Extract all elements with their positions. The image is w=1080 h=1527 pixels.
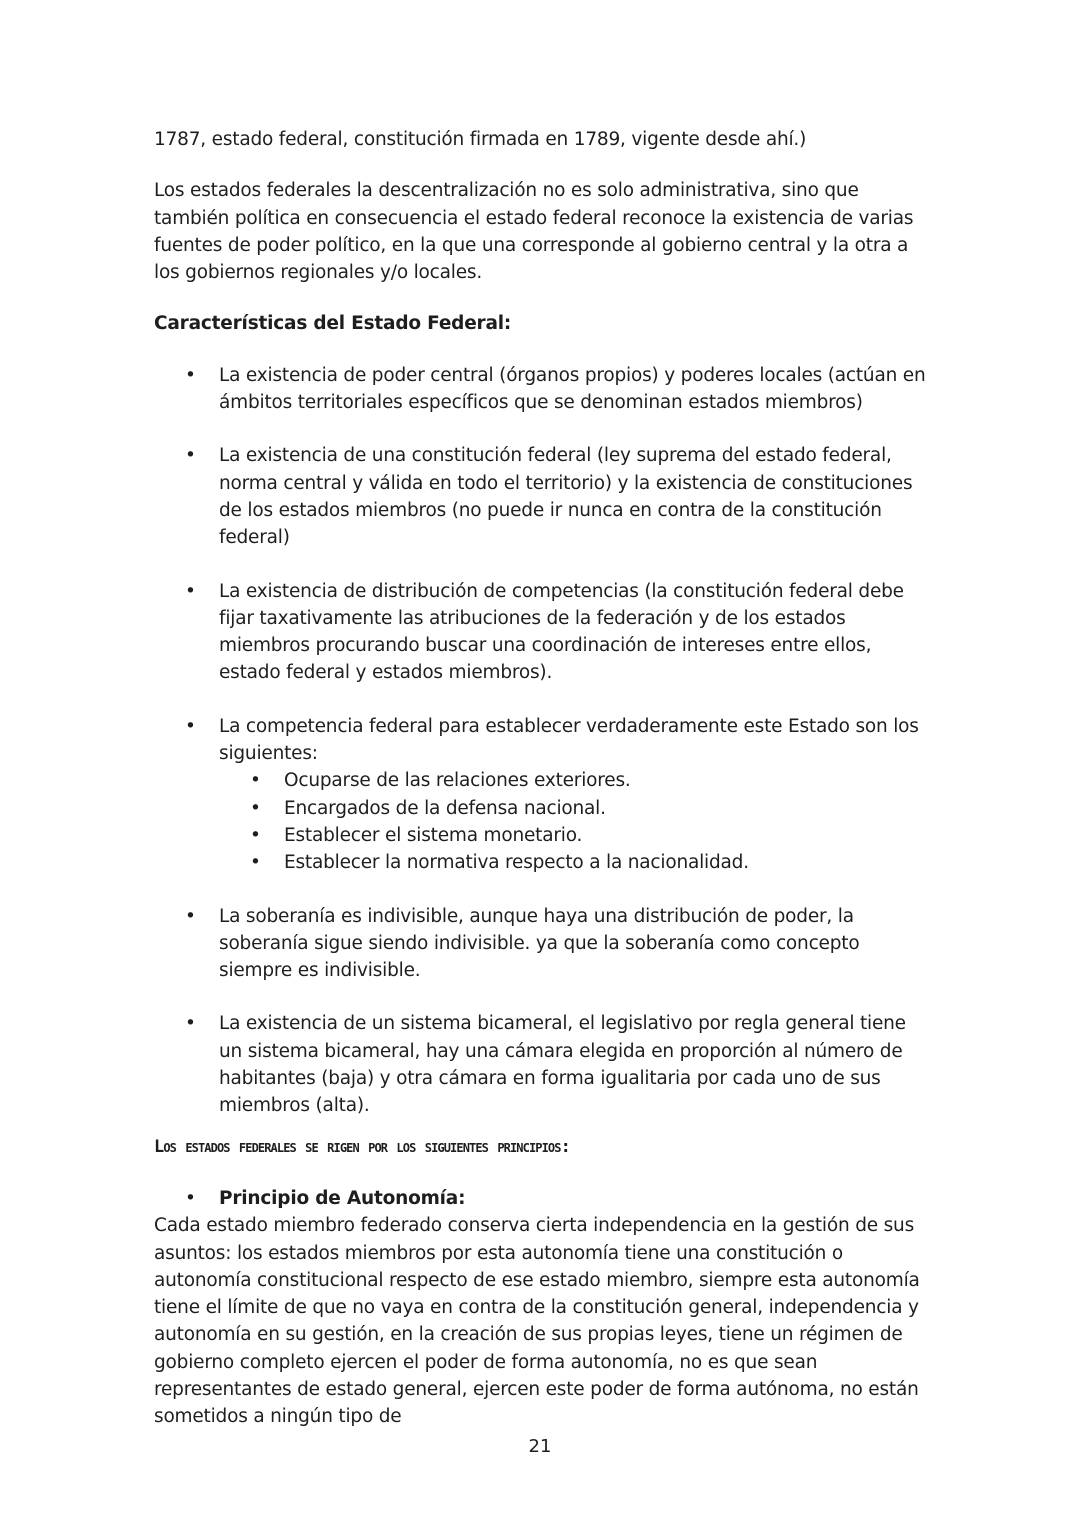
bullet-icon: • (250, 852, 261, 874)
list-item (154, 362, 929, 417)
bullet-icon: • (250, 770, 261, 792)
principle-autonomia-title-row (154, 1185, 929, 1212)
principle-autonomia-text: Cada estado miembro federado conserva cierta independencia en la gestión de sus asuntos: los estados miembros por esta autonomía tiene una constitución o autonomía constitucional respecto de ese estado miembro, siempre esta autonomía tiene el límite de que no vaya en contra de la constitución general, independencia y autonomía en su gestión, en la creación de sus propias leyes, tiene un régimen de gobierno completo ejercen el poder de forma autonomía, no es que sean representantes de estado general, ejercen este poder de forma autónoma, no están sometidos a ningún tipo de (154, 1215, 920, 1428)
list-item (154, 442, 929, 551)
bullet-icon: • (185, 580, 196, 602)
list-item-text: La competencia federal para establecer verdaderamente este Estado son los siguientes: (219, 715, 919, 765)
bullet-icon: • (185, 1187, 196, 1209)
sub-list-item (219, 849, 929, 876)
list-item-text: La existencia de poder central (órganos propios) y poderes locales (actúan en ámbitos territoriales específicos que se denominan estados miembros) (219, 364, 926, 414)
bullet-icon: • (250, 824, 261, 846)
list-item-text: La existencia de un sistema bicameral, el legislativo por regla general tiene un sistema bicameral, hay una cámara elegida en proporción al número de habitantes (baja) y otra cámara en forma igualitaria por cada uno de sus miembros (alta). (219, 1013, 906, 1117)
list-item (154, 713, 929, 877)
list-item-text: La existencia de una constitución federal (ley suprema del estado federal, norma central y válida en todo el territorio) y la existencia de constituciones de los estados miembros (no puede ir nunca en contra de la constitución federal) (219, 445, 913, 549)
list-item (154, 1010, 929, 1119)
list-item (154, 903, 929, 985)
bullet-icon: • (185, 364, 196, 386)
sub-list-item-text: Establecer el sistema monetario. (284, 824, 583, 846)
bullet-icon: • (185, 905, 196, 927)
principles-heading: Los estados federales se rigen por los siguientes principios: (154, 1136, 570, 1157)
bullet-icon: • (185, 1013, 196, 1035)
list-item-text: La existencia de distribución de competencias (la constitución federal debe fijar taxativamente las atribuciones de la federación y de los estados miembros procurando buscar una coordinación de intereses entre ellos, estado federal y estados miembros). (219, 580, 904, 684)
sub-list-item (219, 767, 929, 794)
page-number: 21 (528, 1436, 552, 1457)
sub-list-item (219, 822, 929, 849)
sub-list-item (219, 795, 929, 822)
document-page (154, 126, 929, 1431)
list-item (154, 578, 929, 687)
paragraph-descentralizacion: Los estados federales la descentralización no es solo administrativa, sino que también política en consecuencia el estado federal reconoce la existencia de varias fuentes de poder político, en la que una corresponde al gobierno central y la otra a los gobiernos regionales y/o locales. (154, 180, 914, 284)
sub-list-item-text: Encargados de la defensa nacional. (284, 797, 606, 819)
characteristics-heading: Características del Estado Federal: (154, 313, 512, 335)
characteristics-list (154, 362, 929, 1120)
bullet-icon: • (185, 715, 196, 737)
bullet-icon: • (250, 797, 261, 819)
principle-title: Principio de Autonomía: (219, 1187, 466, 1209)
federal-competences-list (219, 767, 929, 876)
list-item-text: La soberanía es indivisible, aunque haya una distribución de poder, la soberanía sigue siendo indivisible. ya que la soberanía como concepto siempre es indivisible. (219, 905, 860, 982)
sub-list-item-text: Establecer la normativa respecto a la nacionalidad. (284, 852, 749, 874)
bullet-icon: • (185, 445, 196, 467)
sub-list-item-text: Ocuparse de las relaciones exteriores. (284, 770, 631, 792)
intro-line: 1787, estado federal, constitución firmada en 1789, vigente desde ahí.) (154, 129, 807, 150)
